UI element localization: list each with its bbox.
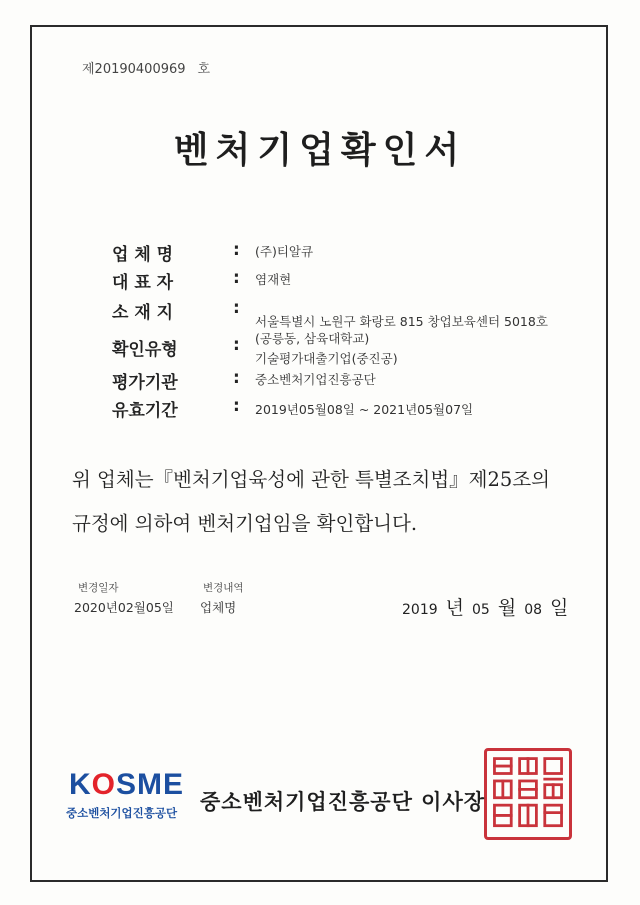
field-value: 기술평가대출기업(중진공) <box>255 351 398 366</box>
certificate-number-suffix: 호 <box>197 62 211 77</box>
change-content-header: 변경내역 <box>203 582 244 594</box>
issue-date <box>402 593 576 620</box>
field-label: 소 재 지 <box>112 303 174 323</box>
certificate-number-value: 제20190400969 <box>82 62 186 77</box>
issue-year: 2019 <box>402 602 438 618</box>
field-value: 중소벤처기업진흥공단 <box>255 372 376 387</box>
issue-month-unit: 월 <box>497 597 517 619</box>
field-colon: : <box>233 240 240 260</box>
official-seal <box>484 748 572 840</box>
field-colon: : <box>233 396 240 416</box>
change-date-value: 2020년02월05일 <box>74 600 174 615</box>
field-colon: : <box>233 368 240 388</box>
kosme-logo-k: K <box>69 768 92 801</box>
field-label: 대 표 자 <box>112 273 174 293</box>
field-label: 업 체 명 <box>112 245 174 265</box>
issuer-name: 중소벤처기업진흥공단 이사장 <box>200 789 486 814</box>
field-colon: : <box>233 335 240 355</box>
field-label: 유효기간 <box>112 401 178 421</box>
issue-day: 08 <box>524 602 543 618</box>
kosme-logo-subtitle: 중소벤처기업진흥공단 <box>66 806 178 820</box>
change-content-value: 업체명 <box>200 600 237 615</box>
kosme-logo <box>69 768 184 802</box>
field-label: 확인유형 <box>112 340 178 360</box>
issue-month: 05 <box>472 602 490 618</box>
field-value-line2: (공릉동, 삼육대학교) <box>255 331 370 346</box>
certificate-number <box>82 58 210 77</box>
issue-day-unit: 일 <box>550 597 569 619</box>
page-title: 벤처기업확인서 <box>173 129 467 171</box>
statement-line-2: 규정에 의하여 벤처기업임을 확인합니다. <box>72 512 418 535</box>
field-colon: : <box>233 298 240 318</box>
field-value: 서울특별시 노원구 화랑로 815 창업보육센터 5018호 <box>255 314 548 329</box>
field-value: 염재현 <box>255 272 292 287</box>
issue-year-unit: 년 <box>445 597 464 619</box>
field-value: (주)티알큐 <box>255 244 314 259</box>
change-date-header: 변경일자 <box>78 582 119 594</box>
seal-glyphs-icon <box>487 751 569 837</box>
kosme-logo-rest: SME <box>116 768 185 801</box>
statement-line-1: 위 업체는『벤처기업육성에 관한 특별조치법』제25조의 <box>72 468 550 491</box>
field-label: 평가기관 <box>112 373 178 393</box>
field-colon: : <box>233 268 240 288</box>
field-value: 2019년05월08일 ~ 2021년05월07일 <box>255 402 474 417</box>
kosme-logo-o: O <box>91 768 117 801</box>
